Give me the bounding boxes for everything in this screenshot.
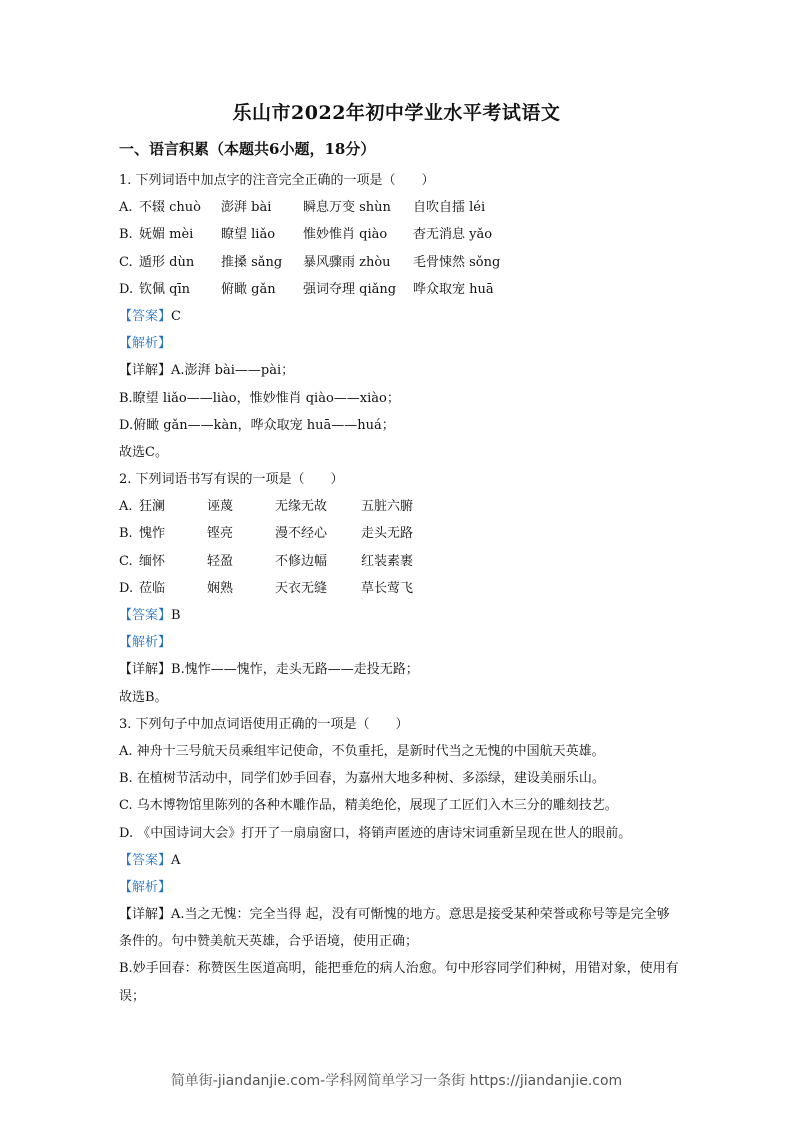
question-1-option-a bbox=[119, 194, 679, 221]
question-1-answer bbox=[119, 303, 679, 330]
option-word: 瞬息万变 shùn bbox=[303, 200, 391, 216]
option-word: 俯瞰 gǎn bbox=[221, 281, 276, 297]
option-word: 妩媚 mèi bbox=[139, 227, 194, 243]
option-word: 轻盈 bbox=[207, 553, 234, 569]
option-word: 哗众取宠 huā bbox=[413, 281, 494, 297]
option-word: 愧怍 bbox=[139, 526, 166, 542]
option-word: 推搡 sǎng bbox=[221, 254, 283, 270]
question-3-option-a: A. 神舟十三号航天员乘组牢记使命，不负重托，是新时代当之无愧的中国航天英雄。 bbox=[119, 743, 605, 759]
question-1-detail-2: B.瞭望 liǎo——liào，惟妙惟肖 qiào——xiào； bbox=[119, 390, 400, 406]
question-1-stem: 1. 下列词语中加点字的注音完全正确的一项是（ ） bbox=[119, 173, 435, 188]
option-label: A. bbox=[119, 499, 133, 515]
detail-text: B.愧怍——愧怍，走头无路——走投无路； bbox=[171, 662, 419, 678]
answer-value: A bbox=[171, 852, 181, 868]
option-word: 娴熟 bbox=[207, 580, 234, 596]
question-1-analysis bbox=[119, 330, 679, 357]
question-2-answer bbox=[119, 602, 679, 629]
option-word: 瞭望 liǎo bbox=[221, 227, 276, 243]
answer-tag: 【答案】 bbox=[119, 852, 172, 868]
section-heading: 一、语言积累（本题共6小题，18分） bbox=[119, 140, 376, 158]
answer-tag: 【答案】 bbox=[119, 308, 172, 324]
option-word: 不辍 chuò bbox=[139, 200, 201, 216]
question-1-option-c bbox=[119, 249, 679, 276]
option-word: 惟妙惟肖 qiào bbox=[303, 227, 388, 243]
option-word: 无缘无故 bbox=[275, 499, 328, 515]
option-word: 遁形 dùn bbox=[139, 254, 195, 270]
option-word: 五脏六腑 bbox=[361, 499, 414, 515]
question-3-option-d: D. 《中国诗词大会》打开了一扇扇窗口，将销声匿迹的唐诗宋词重新呈现在世人的眼前。 bbox=[119, 825, 632, 841]
question-2-detail-1 bbox=[119, 656, 679, 683]
option-word: 强词夺理 qiǎng bbox=[303, 281, 397, 297]
page-title: 乐山市2022年初中学业水平考试语文 bbox=[232, 102, 561, 124]
question-3-option-b: B. 在植树节活动中，同学们妙手回春，为嘉州大地多种树、多添绿，建设美丽乐山。 bbox=[119, 771, 605, 787]
page-footer: 简单街-jiandanjie.com-学科网简单学习一条街 https://jiandanjie.com bbox=[170, 1073, 623, 1089]
option-word: 草长莺飞 bbox=[361, 580, 414, 596]
option-word: 钦佩 qīn bbox=[139, 281, 190, 297]
question-1-conclusion: 故选C。 bbox=[119, 444, 168, 460]
option-word: 莅临 bbox=[139, 580, 166, 596]
option-word: 红装素裹 bbox=[361, 553, 414, 569]
question-1-detail-1 bbox=[119, 357, 679, 384]
question-2-conclusion: 故选B。 bbox=[119, 689, 168, 705]
analysis-tag: 【解析】 bbox=[119, 879, 172, 895]
option-label: B. bbox=[119, 526, 133, 542]
question-3-analysis bbox=[119, 874, 679, 901]
option-word: 杳无消息 yǎo bbox=[413, 227, 493, 243]
answer-tag: 【答案】 bbox=[119, 608, 172, 623]
question-2-option-d bbox=[119, 575, 679, 602]
question-3-stem: 3. 下列句子中加点词语使用正确的一项是（ ） bbox=[119, 716, 409, 732]
question-2-analysis bbox=[119, 629, 679, 656]
question-3-detail-1 bbox=[119, 901, 679, 955]
detail-text: A.澎湃 bài——pài； bbox=[171, 363, 295, 379]
option-label: C. bbox=[119, 553, 133, 569]
question-3-detail-2: B.妙手回春：称赞医生医道高明，能把垂危的病人治愈。句中形容同学们种树，用错对象，使用有误； bbox=[119, 961, 679, 1004]
detail-tag: 【详解】 bbox=[119, 662, 172, 678]
option-label: A. bbox=[119, 200, 133, 216]
option-word: 不修边幅 bbox=[275, 553, 328, 569]
question-3-answer bbox=[119, 847, 679, 874]
option-label: D. bbox=[119, 580, 134, 596]
answer-value: C bbox=[171, 308, 181, 324]
option-word: 走头无路 bbox=[361, 526, 414, 542]
option-word: 漫不经心 bbox=[275, 526, 328, 542]
question-2-option-c bbox=[119, 548, 679, 575]
option-word: 暴风骤雨 zhòu bbox=[303, 254, 391, 270]
question-2-stem: 2. 下列词语书写有误的一项是（ ） bbox=[119, 472, 344, 488]
question-1-option-d bbox=[119, 276, 679, 303]
option-label: C. bbox=[119, 254, 133, 270]
option-word: 自吹自擂 léi bbox=[413, 200, 486, 216]
analysis-tag: 【解析】 bbox=[119, 336, 172, 352]
question-1-detail-3: D.俯瞰 gǎn——kàn，哗众取宠 huā——huá； bbox=[119, 417, 395, 433]
option-word: 狂澜 bbox=[139, 499, 166, 515]
analysis-tag: 【解析】 bbox=[119, 635, 172, 651]
detail-tag: 【详解】 bbox=[119, 907, 172, 923]
question-2-option-b bbox=[119, 520, 679, 547]
detail-tag: 【详解】 bbox=[119, 363, 172, 379]
detail-text: A.当之无愧：完全当得 起，没有可惭愧的地方。意思是接受某种荣誉或称号等是完全够条件的。句中赞美航天英雄，合乎语境，使用正确； bbox=[119, 907, 670, 950]
option-word: 澎湃 bài bbox=[221, 200, 272, 216]
question-1-option-b bbox=[119, 221, 679, 248]
question-3-option-c: C. 乌木博物馆里陈列的各种木雕作品，精美绝伦，展现了工匠们入木三分的雕刻技艺。 bbox=[119, 798, 618, 814]
answer-value: B bbox=[171, 608, 181, 623]
option-label: B. bbox=[119, 227, 133, 243]
question-2-option-a bbox=[119, 493, 679, 520]
option-word: 诬蔑 bbox=[207, 499, 234, 515]
option-label: D. bbox=[119, 281, 134, 297]
option-word: 毛骨悚然 sǒng bbox=[413, 254, 501, 270]
option-word: 铿亮 bbox=[207, 526, 234, 542]
option-word: 缅怀 bbox=[139, 553, 166, 569]
document-body bbox=[119, 167, 679, 1010]
option-word: 天衣无缝 bbox=[275, 580, 328, 596]
